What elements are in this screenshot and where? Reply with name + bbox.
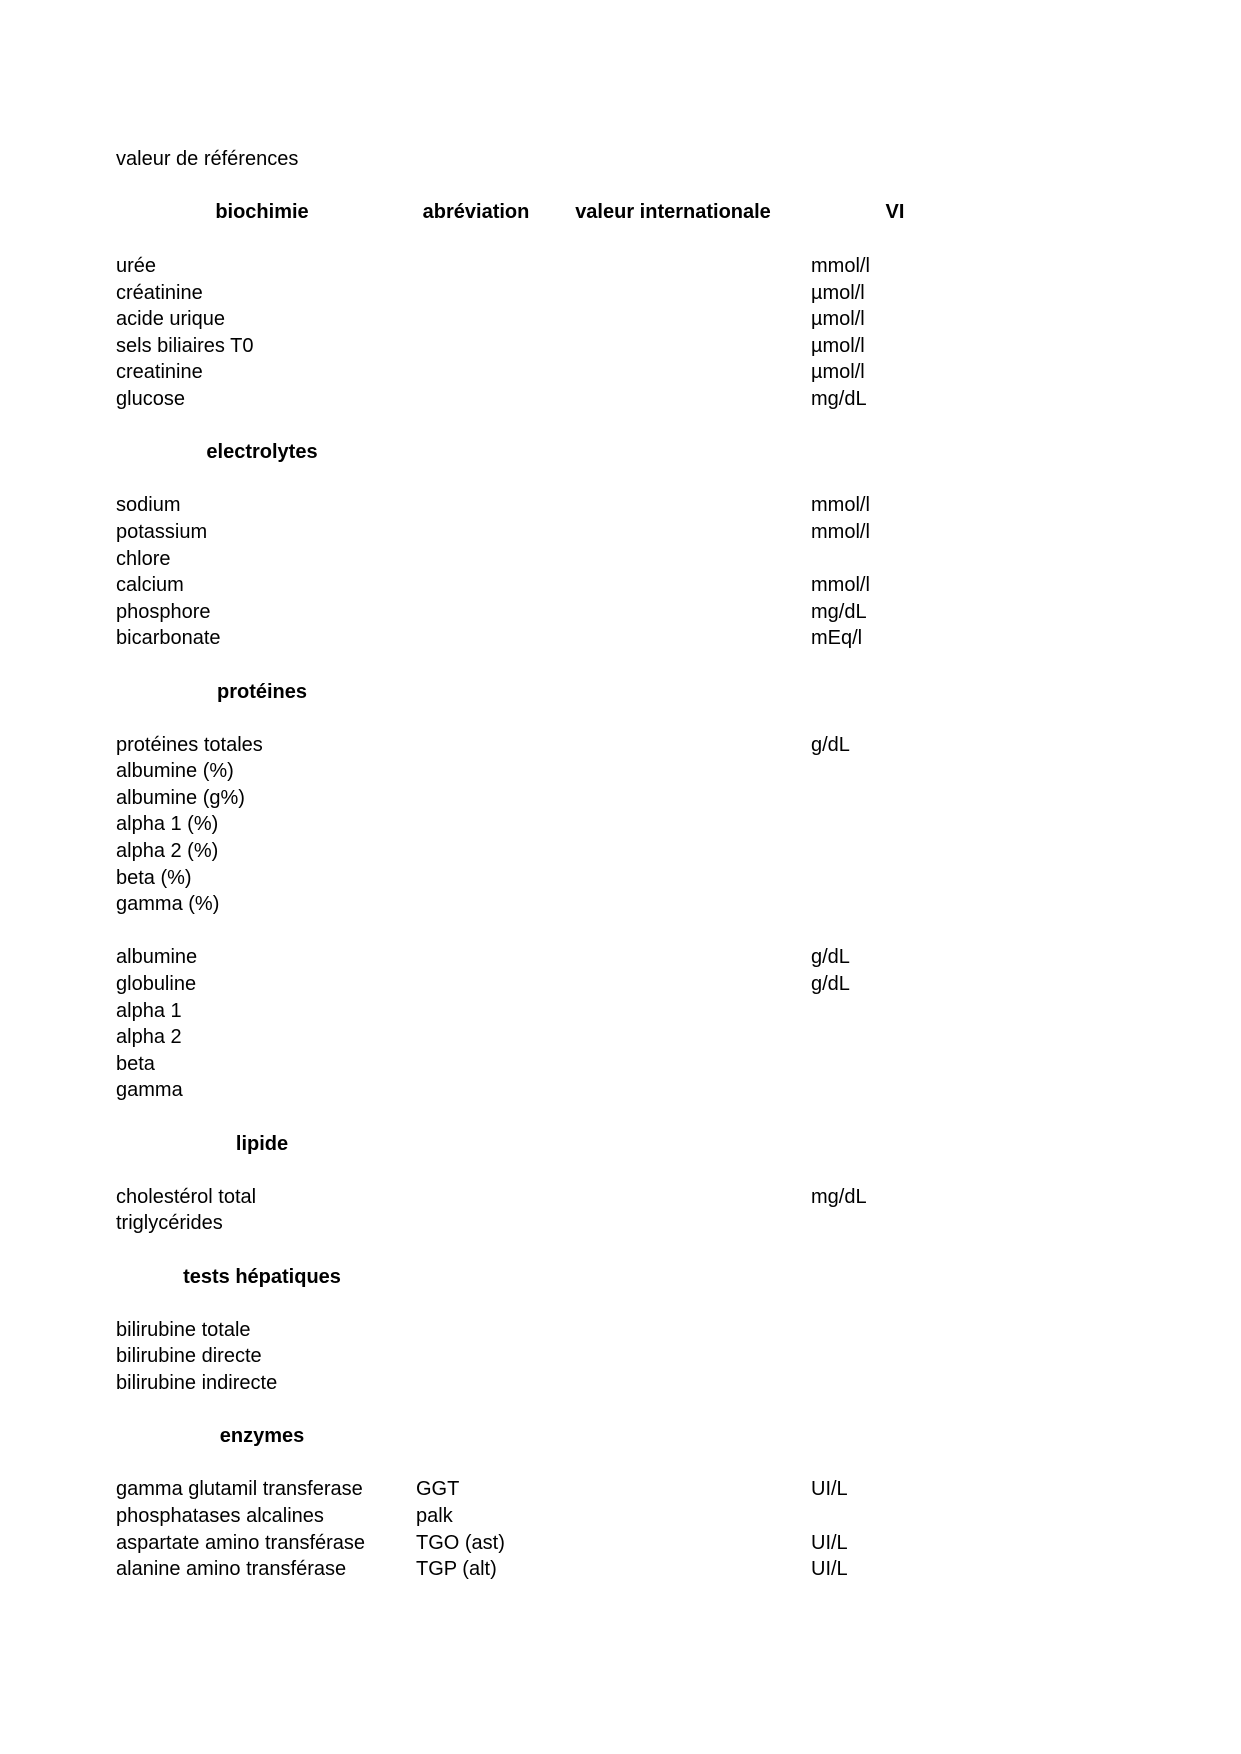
section-title: electrolytes [206,441,318,464]
analyte-unit: mg/dL [811,1185,867,1208]
analyte-name: potassium [116,520,208,543]
table-row [0,1370,1241,1397]
section-row [0,439,1241,466]
analyte-unit: µmol/l [811,281,865,304]
analyte-name: beta (%) [116,866,192,889]
table-row [0,280,1241,307]
blank-row [0,705,1241,732]
analyte-name: creatinine [116,361,203,384]
blank-row [0,1237,1241,1264]
table-row [0,386,1241,413]
analyte-name: gamma (%) [116,893,220,916]
analyte-name: bicarbonate [116,627,221,650]
table-row [0,998,1241,1025]
analyte-name: urée [116,255,157,277]
table-row [0,971,1241,998]
analyte-unit: µmol/l [811,334,865,357]
header-abbreviation: abréviation [422,201,530,223]
table-row [0,785,1241,812]
analyte-name: phosphore [116,600,211,623]
blank-row [0,918,1241,945]
analyte-name: globuline [116,973,197,996]
analyte-name: sodium [116,494,181,517]
analyte-name: calcium [116,574,184,597]
table-row [0,1530,1241,1557]
blank-row [0,1104,1241,1131]
table-row [0,519,1241,546]
analyte-unit: g/dL [811,973,850,996]
analyte-name: gamma glutamil transferase [116,1478,363,1501]
blank-row [0,413,1241,440]
section-title: tests hépatiques [183,1265,341,1288]
table-row [0,333,1241,360]
section-title: lipide [235,1132,289,1155]
analyte-name: bilirubine indirecte [116,1371,278,1394]
analyte-unit: µmol/l [811,361,865,384]
analyte-name: alpha 1 [116,999,182,1022]
table-row [0,1556,1241,1583]
blank-row [0,1157,1241,1184]
section-row [0,679,1241,706]
analyte-name: acide urique [116,308,225,331]
analyte-name: triglycérides [116,1212,223,1235]
table-row [0,732,1241,759]
header-biochimie: biochimie [215,201,309,223]
blank-row [0,466,1241,493]
analyte-name: aspartate amino transférase [116,1531,366,1554]
analyte-name: alpha 1 (%) [116,813,219,836]
document-title: valeur de références [116,148,299,170]
analyte-abbreviation: TGO (ast) [416,1531,505,1554]
section-row [0,1264,1241,1291]
table-row [0,1077,1241,1104]
analyte-name: protéines totales [116,733,263,756]
table-row [0,811,1241,838]
analyte-unit: UI/L [811,1478,848,1501]
table-row [0,891,1241,918]
analyte-name: bilirubine totale [116,1318,251,1341]
analyte-abbreviation: TGP (alt) [416,1558,497,1581]
analyte-name: albumine [116,946,198,969]
table-row [0,546,1241,573]
analyte-unit: g/dL [811,733,850,756]
table-row [0,625,1241,652]
analyte-name: alanine amino transférase [116,1558,347,1581]
table-row [0,944,1241,971]
table-row [0,1051,1241,1078]
table-row [0,1210,1241,1237]
table-row [0,1184,1241,1211]
blank-row [0,1450,1241,1477]
table-row [0,572,1241,599]
analyte-unit: mmol/l [811,255,870,277]
table-row [0,865,1241,892]
table-row [0,306,1241,333]
analyte-name: alpha 2 (%) [116,840,219,863]
table-row [0,1476,1241,1503]
table-row [0,599,1241,626]
analyte-name: alpha 2 [116,1026,182,1049]
table-row [0,1317,1241,1344]
header-vi: VI [885,201,905,223]
reference-table [0,253,1241,1583]
table-row [0,1024,1241,1051]
analyte-name: gamma [116,1079,183,1102]
analyte-name: albumine (g%) [116,786,245,809]
section-row [0,1423,1241,1450]
analyte-name: phosphatases alcalines [116,1504,324,1527]
blank-row [0,1397,1241,1424]
analyte-name: bilirubine directe [116,1345,262,1368]
table-row [0,1343,1241,1370]
analyte-abbreviation: GGT [416,1478,460,1501]
analyte-name: glucose [116,387,185,410]
analyte-unit: mmol/l [811,494,870,517]
table-row [0,253,1241,280]
analyte-unit: mg/dL [811,600,867,623]
analyte-unit: mEq/l [811,627,863,650]
table-row [0,838,1241,865]
table-row [0,359,1241,386]
section-row [0,1131,1241,1158]
analyte-abbreviation: palk [416,1504,453,1527]
analyte-unit: mg/dL [811,387,867,410]
analyte-unit: g/dL [811,946,850,969]
table-row [0,758,1241,785]
table-row [0,1503,1241,1530]
analyte-unit: mmol/l [811,520,870,543]
analyte-name: créatinine [116,281,203,304]
analyte-name: chlore [116,547,171,570]
section-title: enzymes [219,1425,305,1448]
table-row [0,492,1241,519]
header-international-value: valeur internationale [575,201,771,223]
analyte-name: sels biliaires T0 [116,334,254,357]
analyte-name: beta [116,1052,155,1075]
analyte-name: cholestérol total [116,1185,257,1208]
analyte-unit: UI/L [811,1531,848,1554]
section-title: protéines [216,680,308,703]
blank-row [0,652,1241,679]
analyte-unit: mmol/l [811,574,870,597]
analyte-unit: µmol/l [811,308,865,331]
analyte-name: albumine (%) [116,760,234,783]
analyte-unit: UI/L [811,1558,848,1581]
blank-row [0,1290,1241,1317]
